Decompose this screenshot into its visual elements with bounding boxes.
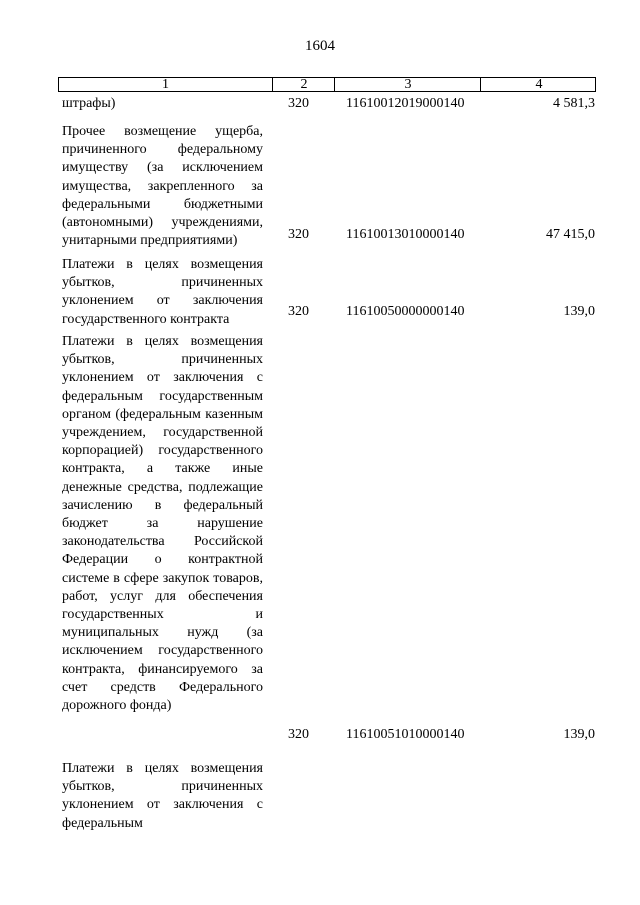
header-col-1: 1 <box>162 77 169 92</box>
row-kbk: 11610013010000140 <box>346 227 465 242</box>
row-kbk: 11610051010000140 <box>346 727 465 742</box>
row-amount: 139,0 <box>563 304 595 319</box>
header-col-3: 3 <box>334 78 481 91</box>
row-description: штрафы) <box>62 96 116 111</box>
row-description: Платежи в целях возмещения убытков, причиненных уклонением от заключения с федеральным <box>62 761 263 831</box>
row-amount: 47 415,0 <box>546 227 595 242</box>
row-code: 320 <box>288 727 309 742</box>
row-kbk: 11610012019000140 <box>346 96 465 111</box>
row-code: 320 <box>288 227 309 242</box>
header-col-4: 4 <box>480 78 597 91</box>
header-col-2: 2 <box>272 78 335 91</box>
row-description: Платежи в целях возмещения убытков, причиненных уклонением от заключения с федеральным государственным органом (федеральным казенным учреждением, государственной корпорацией) государственного контракта, а также иные денежные средства, подлежащие зачислению в федеральный бюджет за нарушение законодательства Российской Федерации о контрактной системе в сфере закупок товаров, работ, услуг для обеспечения государственных и муниципальных нужд (за исключением государственного контракта, финансируемого за счет средств Федерального дорожного фонда) <box>62 334 263 714</box>
row-amount: 139,0 <box>563 727 595 742</box>
row-code: 320 <box>288 96 309 111</box>
row-code: 320 <box>288 304 309 319</box>
table-header-row <box>58 77 596 92</box>
row-description: Платежи в целях возмещения убытков, причиненных уклонением от заключения государственного контракта <box>62 257 263 327</box>
row-amount: 4 581,3 <box>553 96 595 111</box>
row-kbk: 11610050000000140 <box>346 304 465 319</box>
page-number: 1604 <box>305 38 335 54</box>
row-description: Прочее возмещение ущерба, причиненного федеральному имуществу (за исключением имущества, закрепленного за федеральными бюджетными (автономными) учреждениями, унитарными предприятиями) <box>62 124 263 249</box>
